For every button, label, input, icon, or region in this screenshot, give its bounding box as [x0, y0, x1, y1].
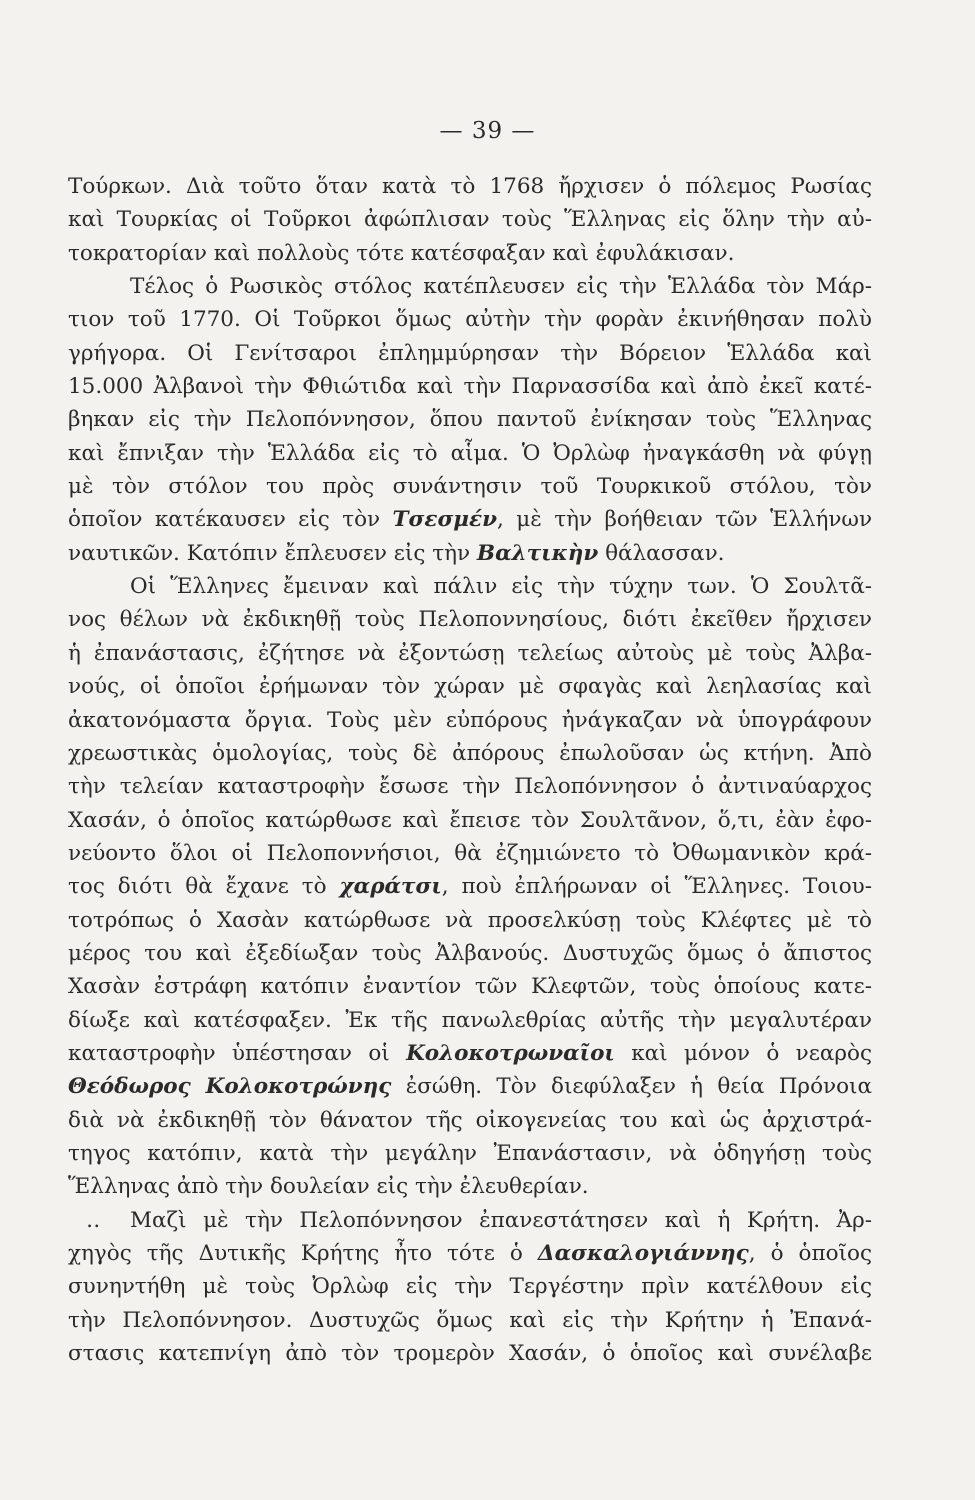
text-line: Οἱ Ἕλληνες ἔμειναν καὶ πάλιν εἰς τὴν τύχην των. Ὁ Σουλτᾶ-: [130, 574, 872, 600]
text-line: Μαζὶ μὲ τὴν Πελοπόννησον ἐπανεστάτησεν καὶ ἡ Κρήτη. Ἀρ-: [130, 1207, 872, 1233]
text-line: ὁποῖον κατέκαυσεν εἰς τὸν Τσεσμέν, μὲ τὴν βοήθειαν τῶν Ἑλλήνων: [68, 507, 872, 533]
text-line: νούς, οἱ ὁποῖοι ἐρήμωναν τὸν χώραν μὲ σφαγὰς καὶ λεηλασίας καὶ: [68, 674, 872, 700]
page-number: — 39 —: [439, 118, 536, 144]
text-line: μέρος του καὶ ἐξεδίωξαν τοὺς Ἀλβανούς. Δυστυχῶς ὅμως ὁ ἄπιστος: [68, 940, 872, 966]
text-line: συνηντήθη μὲ τοὺς Ὀρλὼφ εἰς τὴν Τεργέστην πρὶν κατέλθουν εἰς: [68, 1274, 872, 1300]
text-line: Χασάν, ὁ ὁποῖος κατώρθωσε καὶ ἔπεισε τὸν Σουλτᾶνον, ὅ,τι, ἐὰν ἐφο-: [68, 807, 872, 833]
text-line: ἡ ἐπανάστασις, ἐζήτησε νὰ ἐξοντώσῃ τελείως αὐτοὺς μὲ τοὺς Ἀλβα-: [68, 640, 872, 666]
text-line: βηκαν εἰς τὴν Πελοπόννησον, ὅπου παντοῦ ἐνίκησαν τοὺς Ἕλληνας: [68, 407, 872, 433]
paragraph-mark: ‥: [86, 1207, 101, 1233]
text-line: τος διότι θὰ ἔχανε τὸ χαράτσι, ποὺ ἐπλήρωναν οἱ Ἕλληνες. Τοιου-: [68, 874, 872, 900]
text-line: Τέλος ὁ Ρωσικὸς στόλος κατέπλευσεν εἰς τὴν Ἑλλάδα τὸν Μάρ-: [130, 274, 872, 300]
text-line: τιον τοῦ 1770. Οἱ Τοῦρκοι ὅμως αὐτὴν τὴν φορὰν ἐκινήθησαν πολὺ: [68, 307, 872, 333]
text-line: γρήγορα. Οἱ Γενίτσαροι ἐπλημμύρησαν τὴν Βόρειον Ἑλλάδα καὶ: [68, 340, 872, 366]
text-line: διὰ νὰ ἐκδικηθῇ τὸν θάνατον τῆς οἰκογενείας του καὶ ὡς ἀρχιστρά-: [68, 1107, 872, 1133]
text-line: Θεόδωρος Κολοκοτρώνης ἐσώθη. Τὸν διεφύλαξεν ἡ θεία Πρόνοια: [68, 1074, 872, 1100]
text-line: καὶ ἔπνιξαν τὴν Ἑλλάδα εἰς τὸ αἷμα. Ὁ Ὀρλὼφ ἠναγκάσθη νὰ φύγῃ: [68, 440, 872, 466]
emphasized-term: χαράτσι: [339, 874, 442, 900]
text-line: νος θέλων νὰ ἐκδικηθῇ τοὺς Πελοποννησίους, διότι ἐκεῖθεν ἤρχισεν: [68, 607, 872, 633]
emphasized-term: Τσεσμέν: [392, 507, 498, 533]
text-line: καταστροφὴν ὑπέστησαν οἱ Κολοκοτρωναῖοι καὶ μόνον ὁ νεαρὸς: [68, 1040, 872, 1066]
text-line-with-mark: [68, 1204, 872, 1237]
text-line: στασις κατεπνίγη ἀπὸ τὸν τρομερὸν Χασάν, ὁ ὁποῖος καὶ συνέλαβε: [68, 1341, 872, 1367]
text-line: δίωξε καὶ κατέσφαξεν. Ἐκ τῆς πανωλεθρίας αὐτῆς τὴν μεγαλυτέραν: [68, 1007, 872, 1033]
emphasized-term: Βαλτικὴν: [476, 540, 599, 566]
emphasized-term: Δασκαλογιάννης: [537, 1241, 749, 1266]
text-line: τοκρατορίαν καὶ πολλοὺς τότε κατέσφαξαν καὶ ἐφυλάκισαν.: [68, 240, 735, 266]
text-line: τηγος κατόπιν, κατὰ τὴν μεγάλην Ἐπανάστασιν, νὰ ὁδηγήσῃ τοὺς: [68, 1140, 872, 1166]
text-line: τὴν Πελοπόννησον. Δυστυχῶς ὅμως καὶ εἰς τὴν Κρήτην ἡ Ἐπανά-: [68, 1307, 872, 1333]
text-line: χηγὸς τῆς Δυτικῆς Κρήτης ἦτο τότε ὁ Δασκαλογιάννης, ὁ ὁποῖος: [68, 1241, 872, 1266]
body-text: [68, 170, 872, 1370]
text-line: μὲ τὸν στόλον του πρὸς συνάντησιν τοῦ Τουρκικοῦ στόλου, τὸν: [68, 474, 872, 500]
emphasized-term: Θεόδωρος Κολοκοτρώνης: [68, 1074, 392, 1100]
text-line: ναυτικῶν. Κατόπιν ἔπλευσεν εἰς τὴν Βαλτικὴν θάλασσαν.: [68, 540, 725, 566]
text-line: τοτρόπως ὁ Χασὰν κατώρθωσε νὰ προσελκύσῃ τοὺς Κλέφτες μὲ τὸ: [68, 907, 872, 933]
text-line: ἀκατονόμαστα ὄργια. Τοὺς μὲν εὐπόρους ἠνάγκαζαν νὰ ὑπογράφουν: [68, 707, 872, 733]
text-line: Χασὰν ἐστράφη κατόπιν ἐναντίον τῶν Κλεφτῶν, τοὺς ὁποίους κατε-: [68, 974, 872, 1000]
text-line: τὴν τελείαν καταστροφὴν ἔσωσε τὴν Πελοπόννησον ὁ ἀντιναύαρχος: [68, 774, 872, 800]
text-line: νεύοντο ὅλοι οἱ Πελοποννήσιοι, θὰ ἐζημιώνετο τὸ Ὀθωμανικὸν κρά-: [68, 840, 872, 866]
text-line: Τούρκων. Διὰ τοῦτο ὅταν κατὰ τὸ 1768 ἤρχισεν ὁ πόλεμος Ρωσίας: [68, 174, 872, 199]
text-line: χρεωστικὰς ὁμολογίας, τοὺς δὲ ἀπόρους ἐπωλοῦσαν ὡς κτήνη. Ἀπὸ: [68, 740, 872, 766]
text-line: Ἕλληνας ἀπὸ τὴν δουλείαν εἰς τὴν ἐλευθερίαν.: [68, 1174, 589, 1200]
text-line: καὶ Τουρκίας οἱ Τοῦρκοι ἀφώπλισαν τοὺς Ἕλληνας εἰς ὅλην τὴν αὐ-: [68, 207, 872, 233]
emphasized-term: Κολοκοτρωναῖοι: [406, 1040, 615, 1066]
text-line: 15.000 Ἀλβανοὶ τὴν Φθιώτιδα καὶ τὴν Παρνασσίδα καὶ ἀπὸ ἐκεῖ κατέ-: [68, 374, 872, 400]
